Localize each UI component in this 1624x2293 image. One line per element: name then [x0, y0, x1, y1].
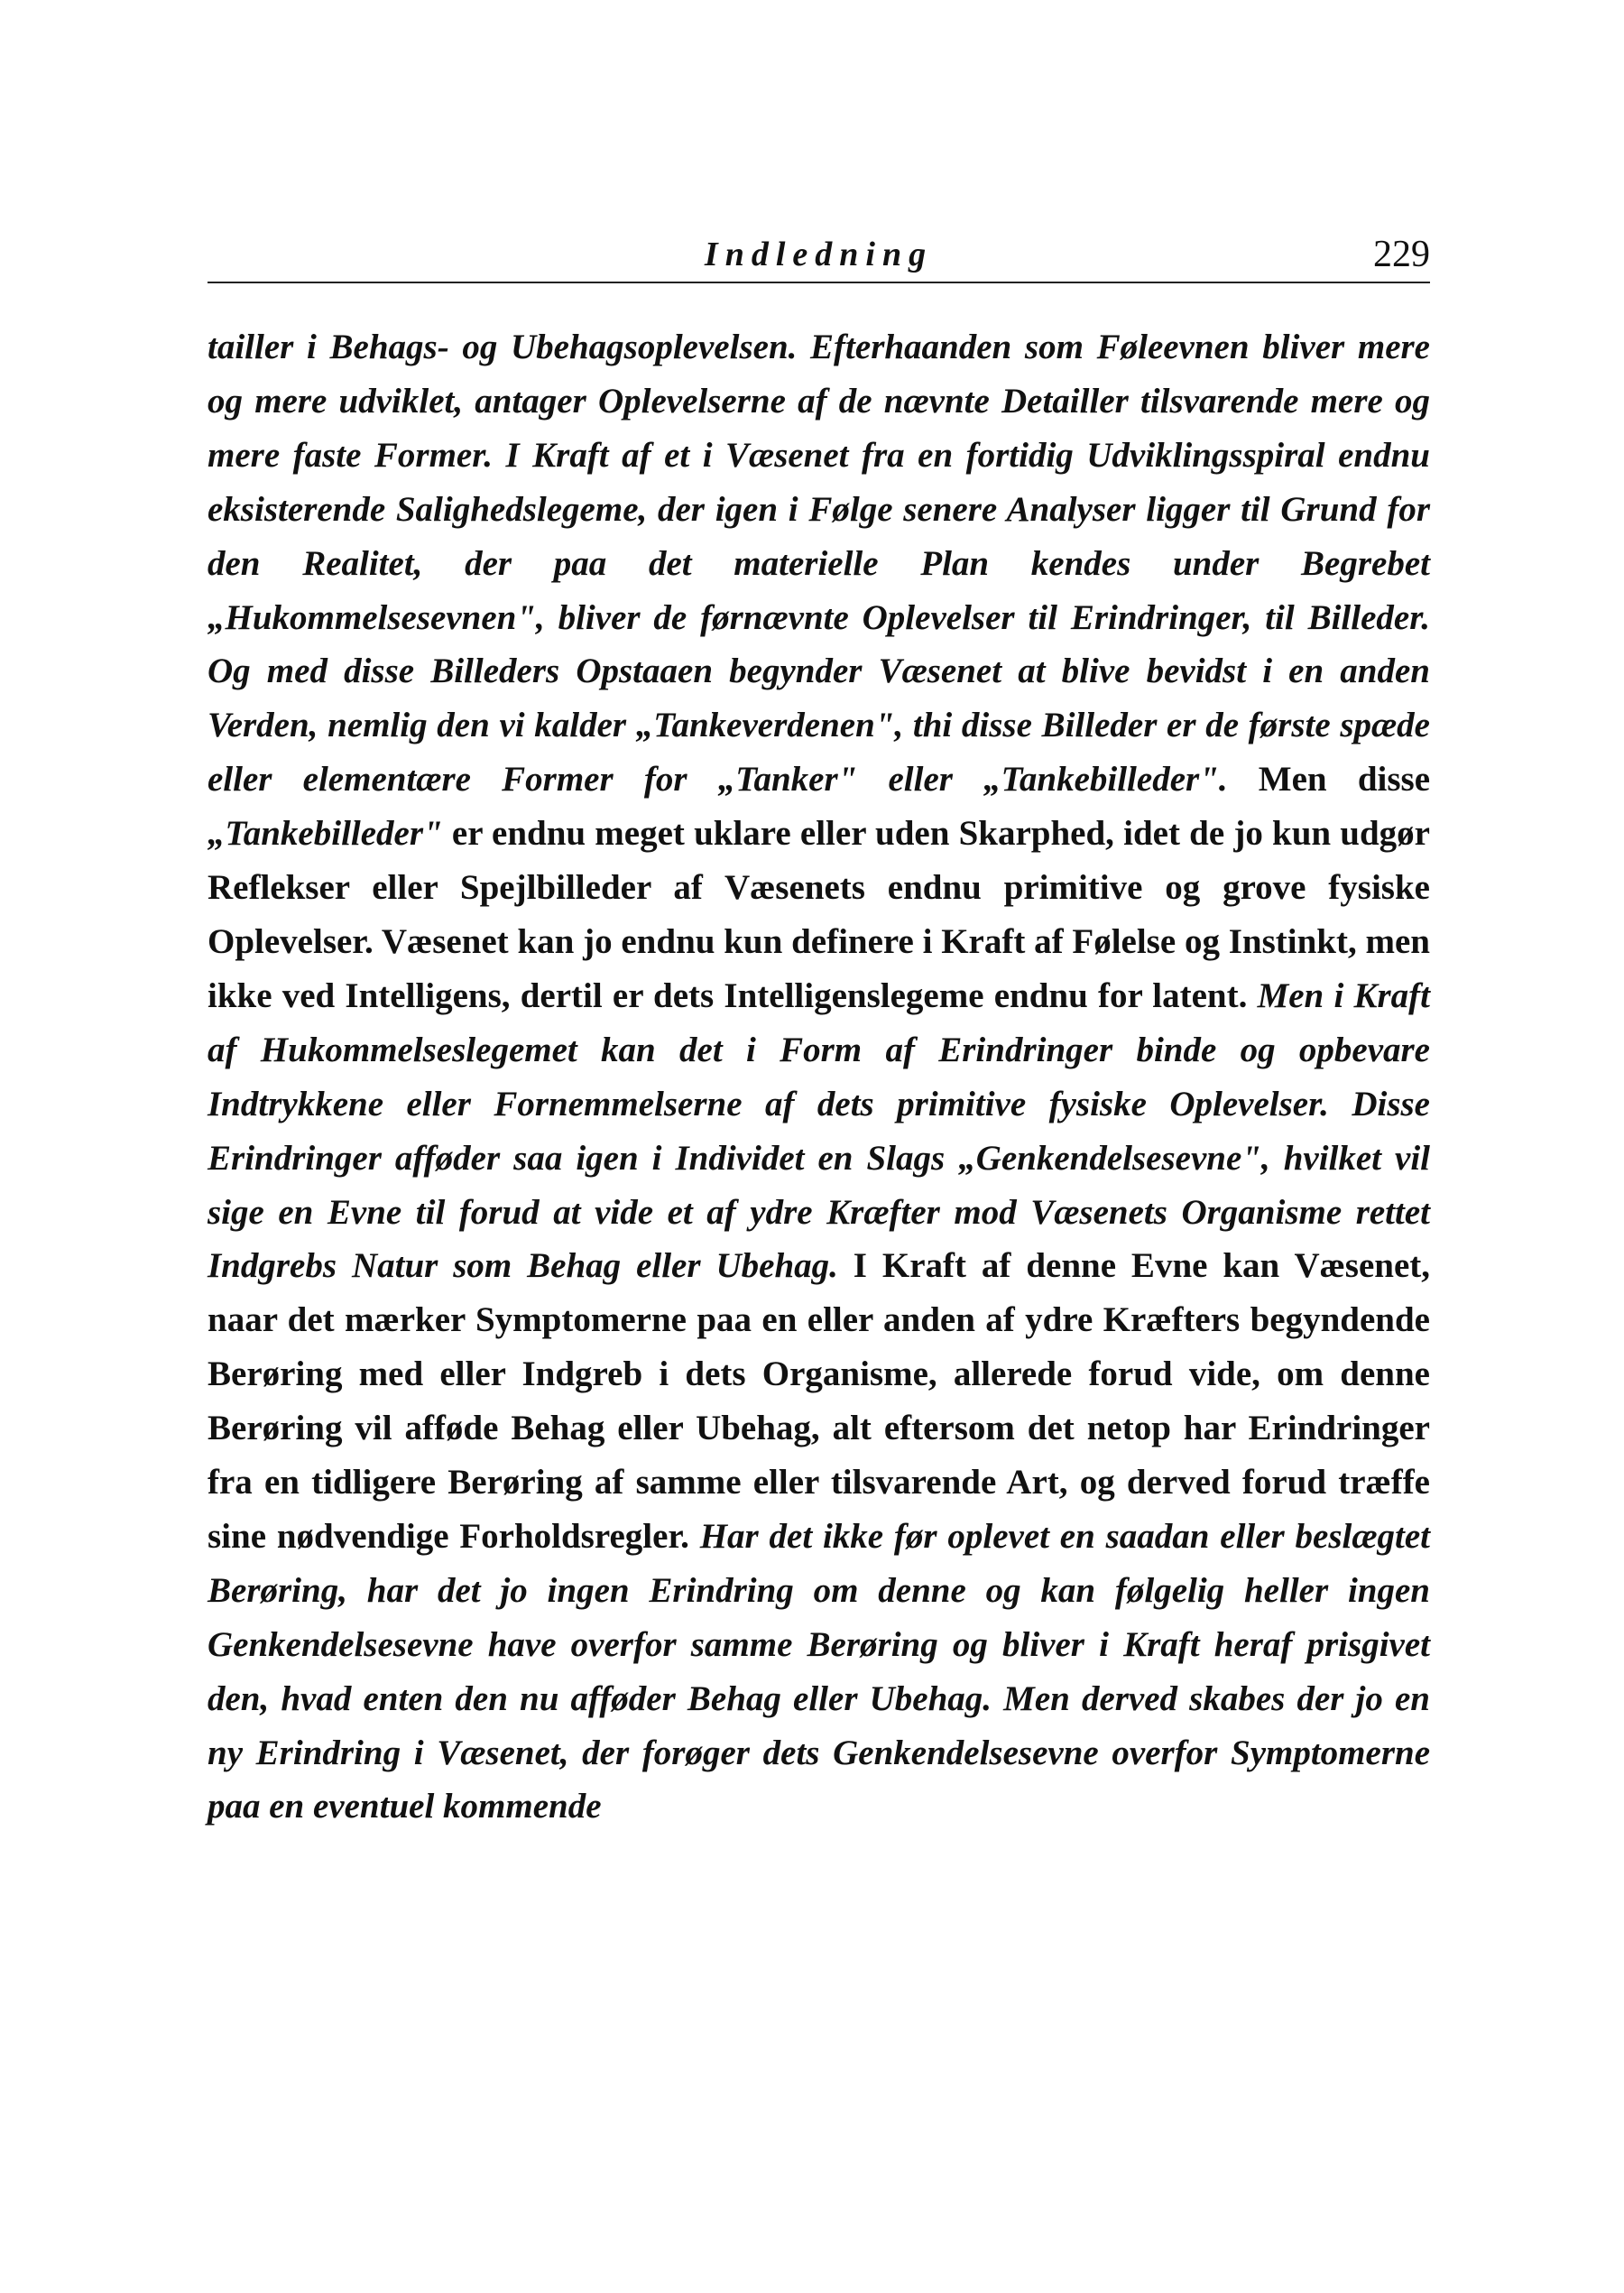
text-segment-roman: I Kraft af denne Evne kan Væsenet, naar det mærker Symptomerne paa en eller anden af ydre Kræfters begyndende Berøring med eller Indgreb i dets Organisme, allerede forud vide, om denne Berøring vil afføde Behag eller Ubehag, alt eftersom det netop har Erindringer fra en tidligere Berøring af samme eller tilsvarende Art, og derved forud træffe sine nødvendige Forholdsregler. — [208, 1246, 1431, 1556]
page-number: 229 — [1373, 234, 1430, 275]
text-segment-italic: „Tankebilleder" — [208, 814, 443, 854]
running-head — [208, 233, 1430, 287]
running-title: Indledning — [704, 236, 934, 273]
text-segment-italic: Men i Kraft af Hukommelseslegemet kan det i Form af Erindringer binde og opbevare Indtrykkene eller Fornemmelserne af dets primitive fysiske Oplevelser. Disse Erindringer afføder saa igen i Individet en Slags „Genkendelsesevne", hvilket vil sige en Evne til forud at vide et af ydre Kræfter mod Væsenets Organisme rettet Indgrebs Natur som Behag eller Ubehag. — [208, 975, 1430, 1286]
text-segment-italic: Har det ikke før oplevet en saadan eller beslægtet Berøring, har det jo ingen Erindring om denne og kan følgelig heller ingen Genkendelsesevne have overfor samme Berøring og bliver i Kraft heraf prisgivet den, hvad enten den nu afføder Behag eller Ubehag. Men derved skabes der jo en ny Erindring i Væsenet, der forøger dets Genkendelsesevne overfor Symptomerne paa en eventuel kommende — [208, 1516, 1430, 1826]
header-rule — [208, 282, 1430, 283]
text-segment-roman: er endnu meget uklare eller uden Skarphed, idet de jo kun udgør Reflekser eller Spejlbilleder af Væsenets endnu primitive og grove fysiske Oplevelser. Væsenet kan jo endnu kun definere i Kraft af Følelse og Instinkt, men ikke ved Intelligens, dertil er dets Intelligenslegeme endnu for latent. — [208, 814, 1430, 1015]
body-paragraph — [208, 320, 1430, 1834]
text-segment-italic: tailler i Behags- og Ubehagsoplevelsen. Efterhaanden som Føleevnen bliver mere og mere udviklet, antager Oplevelserne af de nævnte Detailler tilsvarende mere og mere faste Former. I Kraft af et i Væsenet fra en fortidig Udviklingsspiral endnu eksisterende Salighedslegeme, der igen i Følge senere Analyser ligger til Grund for den Realitet, der paa det materielle Plan kendes under Begrebet „Hukommelsesevnen", bliver de førnævnte Oplevelser til Erindringer, til Billeder. Og med disse Billeders Opstaaen begynder Væsenet at blive bevidst i en anden Verden, nemlig den vi kalder „Tankeverdenen", thi disse Billeder er de første spæde eller elementære Former for „Tanker" eller „Tankebilleder". — [208, 328, 1430, 800]
text-segment-roman: Men disse — [1227, 760, 1431, 800]
